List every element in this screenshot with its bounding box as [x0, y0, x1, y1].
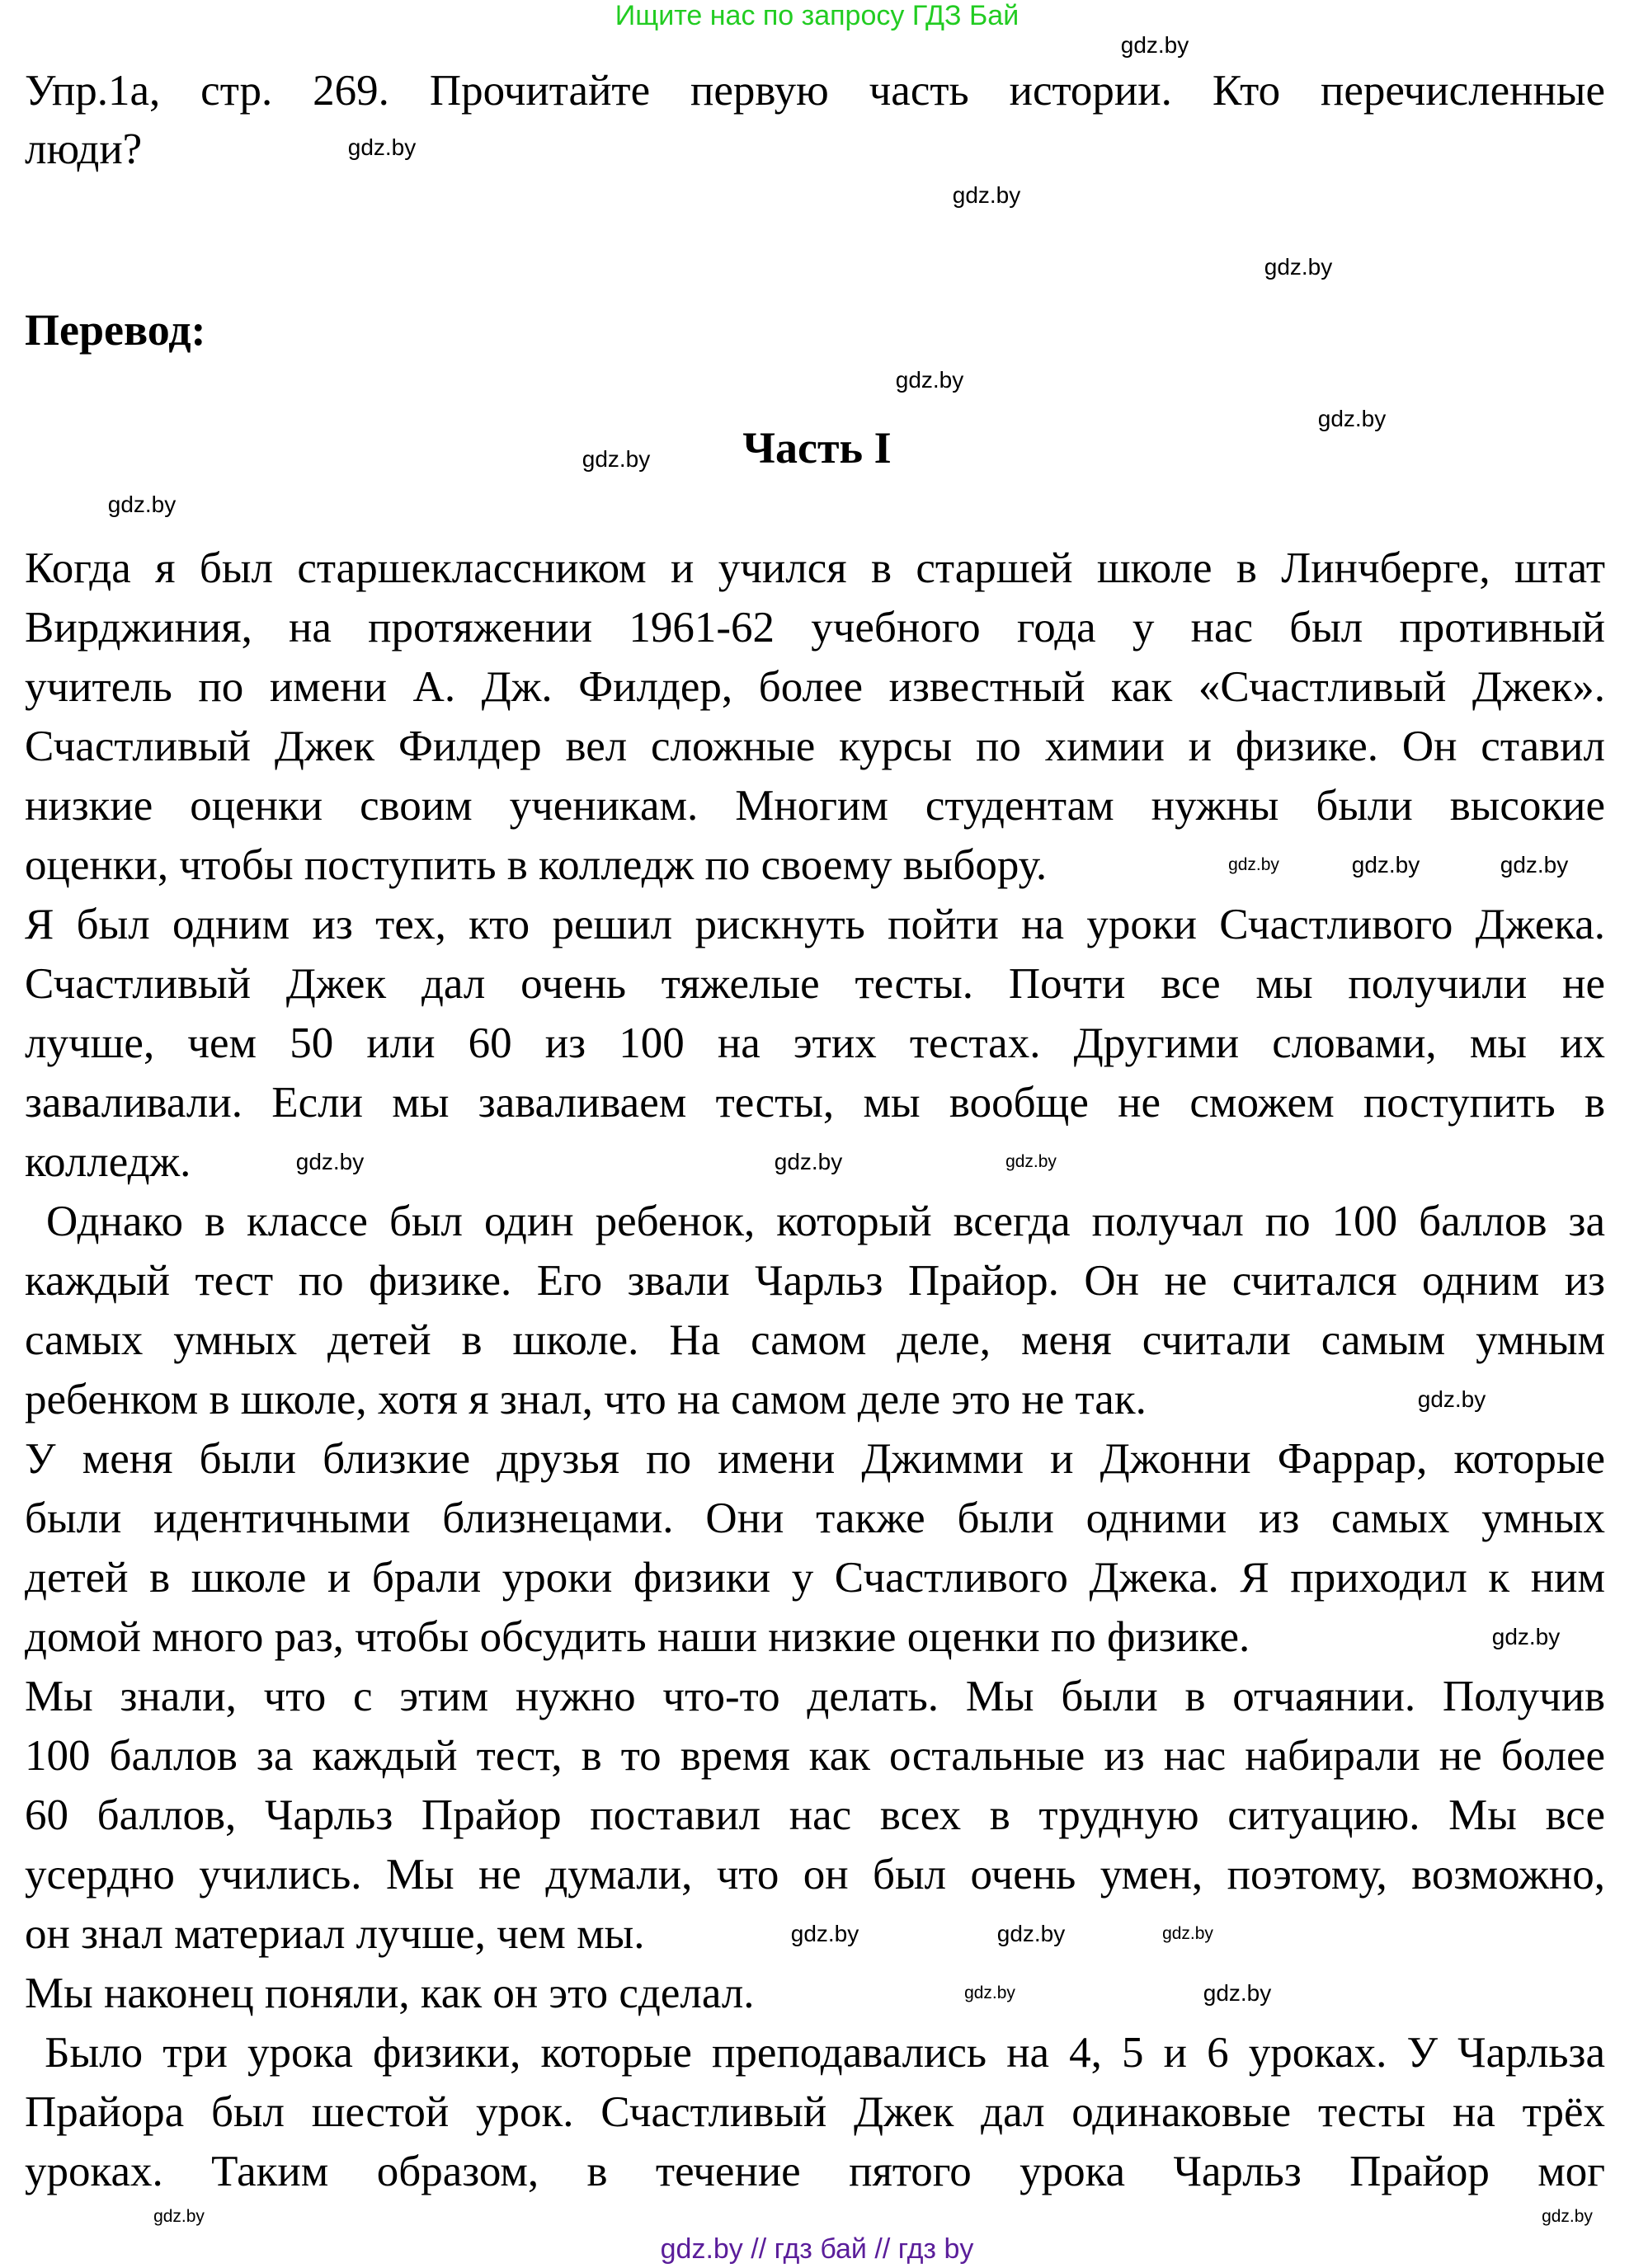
body-line: заваливали. Если мы заваливаем тесты, мы вообще не сможем поступить в: [25, 1079, 1605, 1127]
body-line: домой много раз, чтобы обсудить наши низкие оценки по физике.: [25, 1613, 1250, 1661]
watermark-text: gdz.by: [153, 2207, 205, 2226]
body-line: Когда я был старшеклассником и учился в старшей школе в Линчберге, штат: [25, 544, 1605, 592]
body-line: лучше, чем 50 или 60 из 100 на этих тестах. Другими словами, мы их: [25, 1019, 1605, 1067]
body-line: Прайора был шестой урок. Счастливый Джек дал одинаковые тесты на трёх: [25, 2088, 1605, 2136]
body-line: учитель по имени А. Дж. Филдер, более известный как «Счастливый Джек».: [25, 663, 1605, 711]
watermark-text: gdz.by: [582, 446, 651, 472]
body-line: каждый тест по физике. Его звали Чарльз Прайор. Он не считался одним из: [25, 1257, 1605, 1305]
translation-heading: Перевод:: [25, 305, 206, 355]
search-banner[interactable]: Ищите нас по запросу ГДЗ Бай: [615, 0, 1019, 31]
body-line: усердно учились. Мы не думали, что он был очень умен, поэтому, возможно,: [25, 1851, 1605, 1899]
body-line: Мы знали, что с этим нужно что-то делать. Мы были в отчаянии. Получив: [25, 1673, 1605, 1720]
body-line: Вирджиния, на протяжении 1961-62 учебного года у нас был противный: [25, 604, 1605, 652]
watermark-text: gdz.by: [1317, 406, 1387, 431]
body-line: Было три урока физики, которые преподавались на 4, 5 и 6 уроках. У Чарльза: [25, 2029, 1605, 2077]
watermark-text: gdz.by: [1351, 852, 1420, 878]
body-line: самых умных детей в школе. На самом деле, меня считали самым умным: [25, 1316, 1605, 1364]
footer-links[interactable]: gdz.by // гдз бай // гдз by: [660, 2233, 974, 2265]
watermark-text: gdz.by: [952, 182, 1021, 208]
watermark-text: gdz.by: [1417, 1386, 1486, 1412]
watermark-text: gdz.by: [996, 1921, 1066, 1946]
watermark-text: gdz.by: [774, 1149, 843, 1174]
watermark-text: gdz.by: [1264, 254, 1333, 280]
watermark-text: gdz.by: [1500, 852, 1569, 878]
watermark-text: gdz.by: [1542, 2207, 1593, 2226]
body-line: 100 баллов за каждый тест, в то время как остальные из нас набирали не более: [25, 1732, 1605, 1780]
watermark-text: gdz.by: [1162, 1924, 1213, 1943]
watermark-text: gdz.by: [964, 1983, 1015, 2002]
watermark-text: gdz.by: [1228, 855, 1279, 874]
part-title: Часть I: [742, 423, 892, 473]
body-line: У меня были близкие друзья по имени Джимми и Джонни Фаррар, которые: [25, 1435, 1605, 1483]
body-line: Счастливый Джек Филдер вел сложные курсы по химии и физике. Он ставил: [25, 722, 1605, 770]
body-line: уроках. Таким образом, в течение пятого урока Чарльз Прайор мог: [25, 2148, 1605, 2195]
watermark-text: gdz.by: [895, 367, 964, 393]
watermark-text: gdz.by: [1005, 1152, 1057, 1171]
task-line-2: люди?: [25, 125, 143, 173]
body-line: оценки, чтобы поступить в колледж по своему выбору.: [25, 841, 1048, 889]
watermark-text: gdz.by: [107, 492, 177, 517]
watermark-text: gdz.by: [1203, 1980, 1272, 2006]
body-line: Я был одним из тех, кто решил рискнуть пойти на уроки Счастливого Джека.: [25, 901, 1605, 948]
body-line: Счастливый Джек дал очень тяжелые тесты. Почти все мы получили не: [25, 960, 1605, 1008]
translation-body: [0, 539, 1634, 2201]
body-line: Однако в классе был один ребенок, который всегда получал по 100 баллов за: [25, 1198, 1605, 1245]
watermark-text: gdz.by: [790, 1921, 859, 1946]
task-line-1: Упр.1а, стр. 269. Прочитайте первую часть истории. Кто перечисленные: [25, 67, 1605, 115]
body-line: Мы наконец поняли, как он это сделал.: [25, 1969, 755, 2017]
body-line: были идентичными близнецами. Они также были одними из самых умных: [25, 1494, 1605, 1542]
watermark-text: gdz.by: [1491, 1624, 1561, 1649]
body-line: детей в школе и брали уроки физики у Счастливого Джека. Я приходил к ним: [25, 1554, 1605, 1602]
body-line: он знал материал лучше, чем мы.: [25, 1910, 645, 1958]
body-line: колледж.: [25, 1138, 191, 1186]
body-line: низкие оценки своим ученикам. Многим студентам нужны были высокие: [25, 782, 1605, 830]
watermark-text: gdz.by: [1120, 32, 1189, 58]
body-line: ребенком в школе, хотя я знал, что на самом деле это не так.: [25, 1376, 1147, 1423]
body-line: 60 баллов, Чарльз Прайор поставил нас всех в трудную ситуацию. Мы все: [25, 1791, 1605, 1839]
watermark-text: gdz.by: [295, 1149, 365, 1174]
watermark-text: gdz.by: [347, 134, 417, 160]
